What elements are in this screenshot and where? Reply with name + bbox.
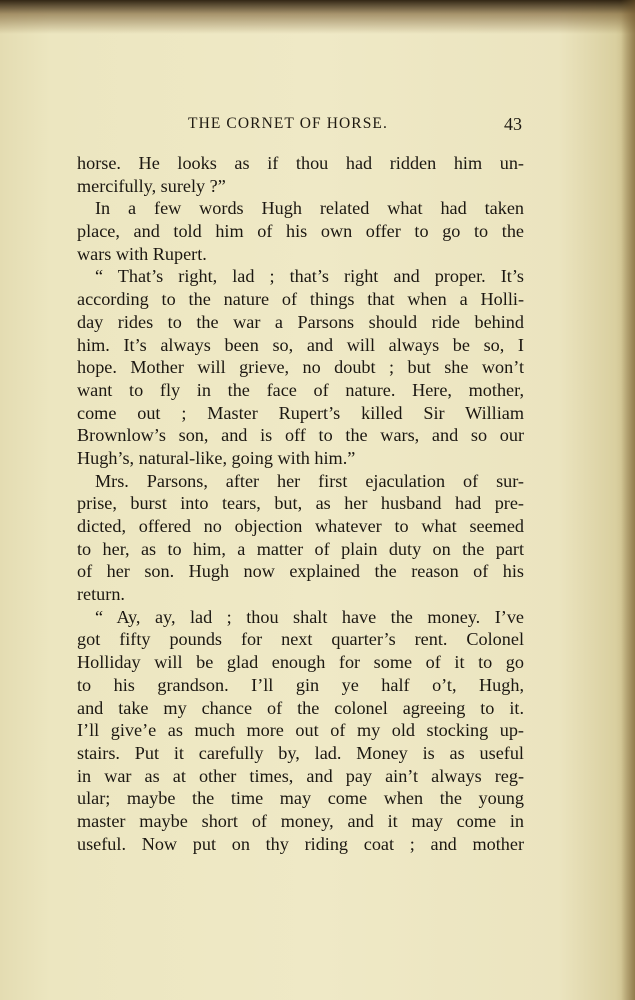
text-line: according to the nature of things that when a Holli-: [77, 289, 524, 310]
text-line: come out ; Master Rupert’s killed Sir William: [77, 402, 524, 423]
text-line: him. It’s always been so, and will always be so, I: [77, 334, 524, 355]
text-line: Brownlow’s son, and is off to the wars, and so our: [77, 425, 524, 446]
body-text: [77, 152, 524, 855]
text-line: to her, as to him, a matter of plain duty on the part: [77, 538, 524, 559]
running-head: THE CORNET OF HORSE.: [188, 115, 388, 132]
text-line: master maybe short of money, and it may come in: [77, 810, 524, 831]
text-line: to his grandson. I’ll gin ye half o’t, Hugh,: [77, 674, 524, 695]
text-line: mercifully, surely ?”: [77, 175, 226, 196]
text-line: ular; maybe the time may come when the young: [77, 788, 524, 809]
text-line: in war as at other times, and pay ain’t always reg-: [77, 765, 524, 786]
text-line: return.: [77, 584, 125, 605]
text-line: day rides to the war a Parsons should ride behind: [77, 311, 524, 332]
text-line: prise, burst into tears, but, as her husband had pre-: [77, 493, 524, 514]
page-header: [78, 115, 524, 137]
text-line: place, and told him of his own offer to go to the: [77, 221, 524, 242]
text-line: got fifty pounds for next quarter’s rent. Colonel: [77, 629, 524, 650]
text-line: “ Ay, ay, lad ; thou shalt have the money. I’ve: [95, 606, 524, 627]
text-line: and take my chance of the colonel agreeing to it.: [77, 697, 524, 718]
text-line: wars with Rupert.: [77, 243, 207, 264]
text-line: Holliday will be glad enough for some of it to go: [77, 652, 524, 673]
text-line: stairs. Put it carefully by, lad. Money is as useful: [77, 742, 524, 763]
text-line: horse. He looks as if thou had ridden him un-: [77, 153, 524, 173]
text-line: “ That’s right, lad ; that’s right and proper. It’s: [95, 266, 524, 287]
text-line: hope. Mother will grieve, no doubt ; but she won’t: [77, 357, 524, 378]
text-line: of her son. Hugh now explained the reason of his: [77, 561, 524, 582]
text-line: In a few words Hugh related what had taken: [95, 198, 524, 219]
page-number: 43: [504, 114, 522, 134]
text-line: Mrs. Parsons, after her first ejaculation of sur-: [95, 470, 524, 491]
text-line: I’ll give’e as much more out of my old stocking up-: [77, 720, 524, 741]
text-line: Hugh’s, natural-like, going with him.”: [77, 447, 356, 468]
text-line: useful. Now put on thy riding coat ; and mother: [77, 833, 524, 854]
text-line: want to fly in the face of nature. Here, mother,: [77, 379, 524, 400]
text-line: dicted, offered no objection whatever to what seemed: [77, 516, 524, 536]
